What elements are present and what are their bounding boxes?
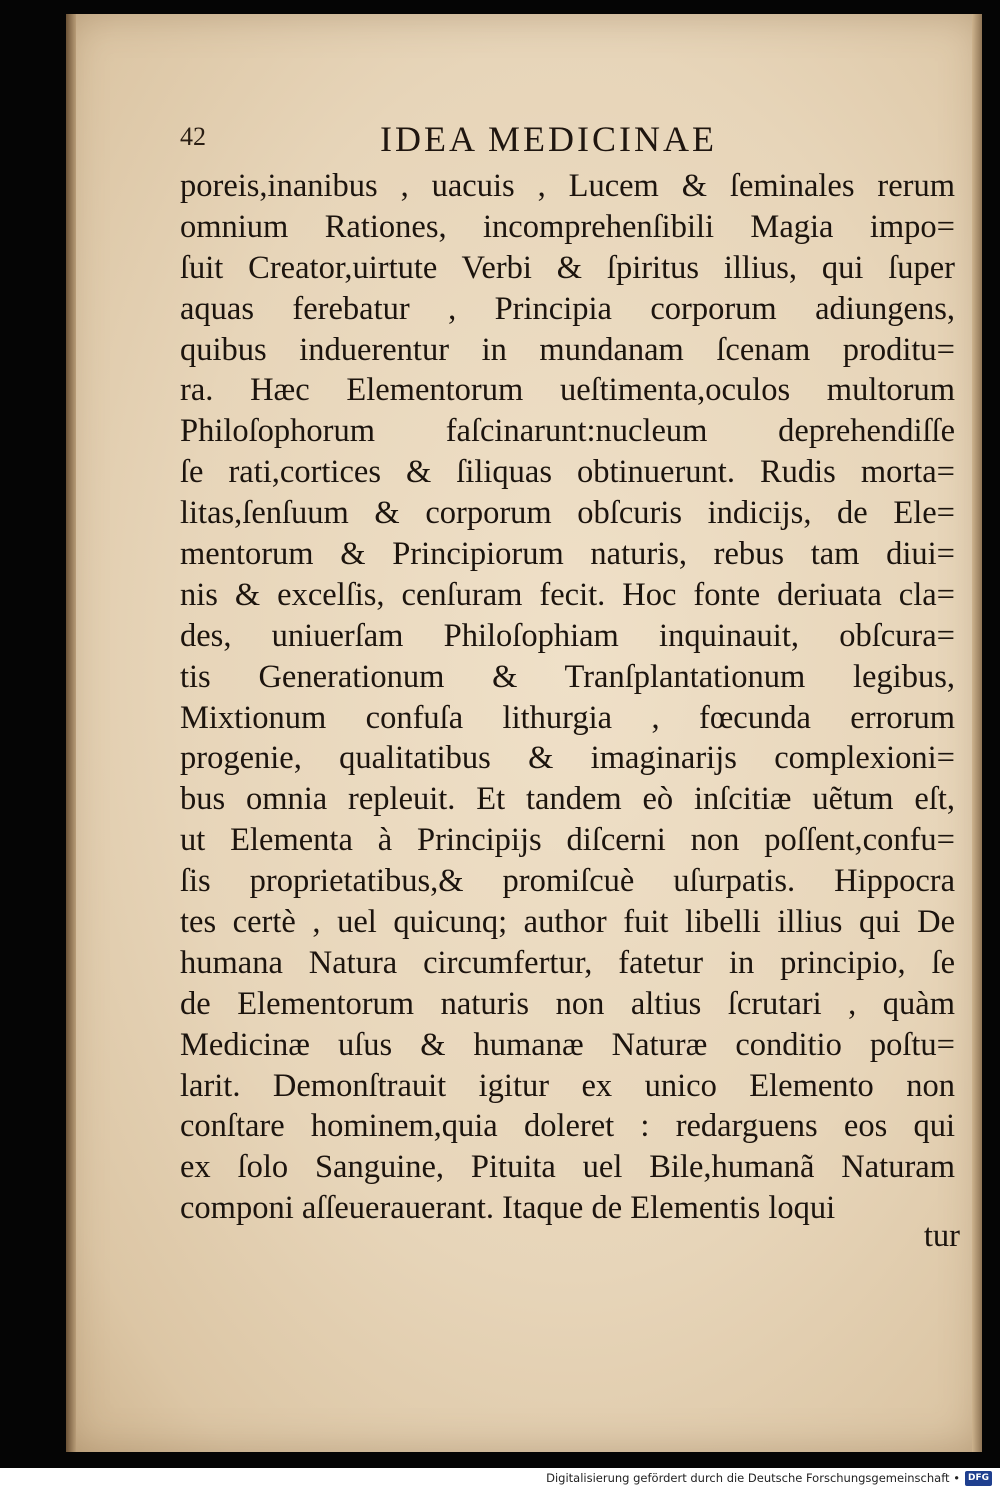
text-line: componi aſſeuerauerant. Itaque de Elementis loqui [180,1190,836,1227]
running-title: IDEA MEDICINAE [380,119,717,159]
text-line: des, uniuerſam Philoſophiam inquinauit, obſcura= [180,617,955,654]
digitization-footer [0,1468,1000,1490]
text-line: aquas ferebatur , Principia corporum adiungens, [180,290,955,327]
dfg-logo-icon: DFG [965,1471,992,1486]
funding-credit: Digitalisierung gefördert durch die Deutsche Forschungsgemeinschaft • [546,1471,960,1485]
text-line: litas,ſenſuum & corporum obſcuris indicijs, de Ele= [180,495,955,532]
text-line: quibus induerentur in mundanam ſcenam proditu= [180,331,955,368]
text-line: Mixtionum confuſa lithurgia , fœcunda errorum [180,699,955,736]
text-line: mentorum & Principiorum naturis, rebus tam diui= [180,536,955,573]
text-line: ut Elementa à Principijs diſcerni non poſſent,confu= [180,822,955,859]
body-text [180,166,955,1229]
text-line: poreis,inanibus , uacuis , Lucem & ſeminales rerum [180,168,955,204]
catchword: tur [923,1218,960,1254]
text-line: nis & excelſis, cenſuram fecit. Hoc fonte deriuata cla= [180,576,955,613]
text-line: tes certè , uel quicunq; author fuit libelli illius qui De [180,904,955,941]
text-line: larit. Demonſtrauit igitur ex unico Elemento non [180,1067,955,1104]
text-line: ſe rati,cortices & ſiliquas obtinuerunt. Rudis morta= [180,454,955,491]
text-line: tis Generationum & Tranſplantationum legibus, [180,658,955,695]
text-line: de Elementorum naturis non altius ſcrutari , quàm [180,985,955,1022]
text-line: ſis proprietatibus,& promiſcuè uſurpatis. Hippocra [180,863,955,900]
text-line: humana Natura circumfertur, fatetur in principio, ſe [180,944,955,981]
text-line: bus omnia repleuit. Et tandem eò inſcitiæ uẽtum eſt, [180,781,955,818]
text-line: conſtare hominem,quia doleret : redarguens eos qui [180,1108,955,1145]
text-line: Philoſophorum faſcinarunt:nucleum deprehendiſſe [180,413,955,450]
page-number: 42 [180,122,206,151]
text-line: ex ſolo Sanguine, Pituita uel Bile,humanã Naturam [180,1149,955,1186]
page-gutter-edge [66,14,76,1452]
text-line: progenie, qualitatibus & imaginarijs complexioni= [180,740,955,777]
page-header [180,118,960,160]
page-fore-edge [972,14,982,1452]
text-line: Medicinæ uſus & humanæ Naturæ conditio poſtu= [180,1026,955,1063]
text-line: ſuit Creator,uirtute Verbi & ſpiritus illius, qui ſuper [180,249,955,286]
text-line: omnium Rationes, incomprehenſibili Magia impo= [180,208,955,245]
text-line: ra. Hæc Elementorum ueſtimenta,oculos multorum [180,372,955,409]
